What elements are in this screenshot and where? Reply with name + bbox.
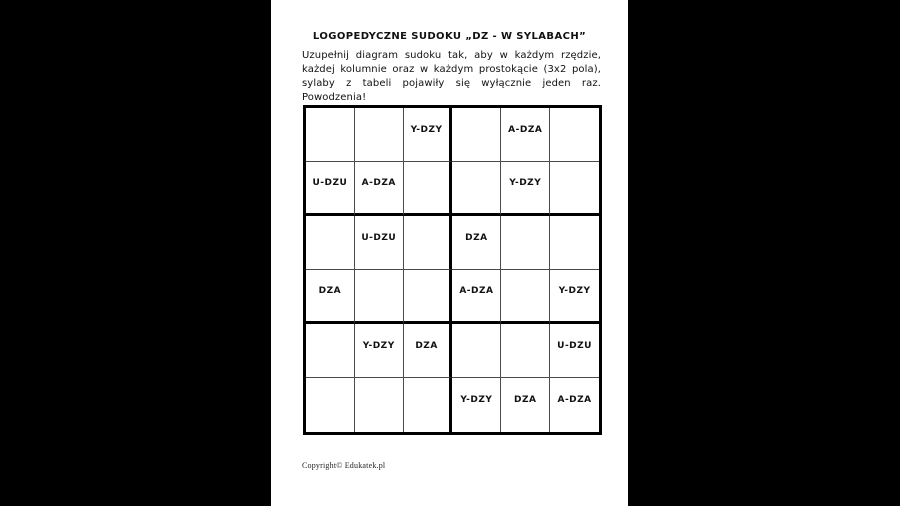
sudoku-cell (355, 270, 404, 324)
document-page (271, 0, 628, 506)
sudoku-cell (355, 378, 404, 432)
sudoku-cell (501, 216, 550, 270)
sudoku-cell: Y-DZY (550, 270, 599, 324)
sudoku-cell: A-DZA (452, 270, 501, 324)
worksheet-title: LOGOPEDYCZNE SUDOKU „DZ - W SYLABACH” (312, 31, 587, 42)
sudoku-cell (550, 162, 599, 216)
sudoku-cell (306, 378, 355, 432)
sudoku-cell (501, 270, 550, 324)
sudoku-cell (550, 216, 599, 270)
sudoku-cell: A-DZA (501, 108, 550, 162)
sudoku-cell: A-DZA (355, 162, 404, 216)
sudoku-cell (306, 324, 355, 378)
worksheet-instructions: Uzupełnij diagram sudoku tak, aby w każdym rzędzie, każdej kolumnie oraz w każdym prostokącie (3x2 pola), sylaby z tabeli pojawiły się wyłącznie jeden raz. Powodzenia! (302, 50, 601, 103)
sudoku-cell: Y-DZY (355, 324, 404, 378)
sudoku-cell: U-DZU (355, 216, 404, 270)
sudoku-cell (306, 108, 355, 162)
sudoku-cell: DZA (404, 324, 453, 378)
sudoku-cell (306, 216, 355, 270)
sudoku-grid (303, 105, 602, 435)
sudoku-cell (452, 108, 501, 162)
sudoku-cell: DZA (452, 216, 501, 270)
sudoku-cell (404, 270, 453, 324)
sudoku-cell: DZA (306, 270, 355, 324)
sudoku-cell (404, 216, 453, 270)
sudoku-cell: U-DZU (306, 162, 355, 216)
sudoku-cell: DZA (501, 378, 550, 432)
sudoku-cell: Y-DZY (501, 162, 550, 216)
sudoku-cell (452, 162, 501, 216)
copyright-text: Copyright© Edukatek.pl (302, 461, 386, 470)
sudoku-cell: A-DZA (557, 395, 592, 405)
sudoku-cell (501, 324, 550, 378)
sudoku-cell (452, 324, 501, 378)
sudoku-cell: U-DZU (550, 324, 599, 378)
sudoku-cell (404, 378, 453, 432)
sudoku-cell (404, 162, 453, 216)
sudoku-cell (550, 108, 599, 162)
sudoku-cell: Y-DZY (404, 108, 453, 162)
sudoku-cell: Y-DZY (452, 378, 501, 432)
sudoku-cell (355, 108, 404, 162)
